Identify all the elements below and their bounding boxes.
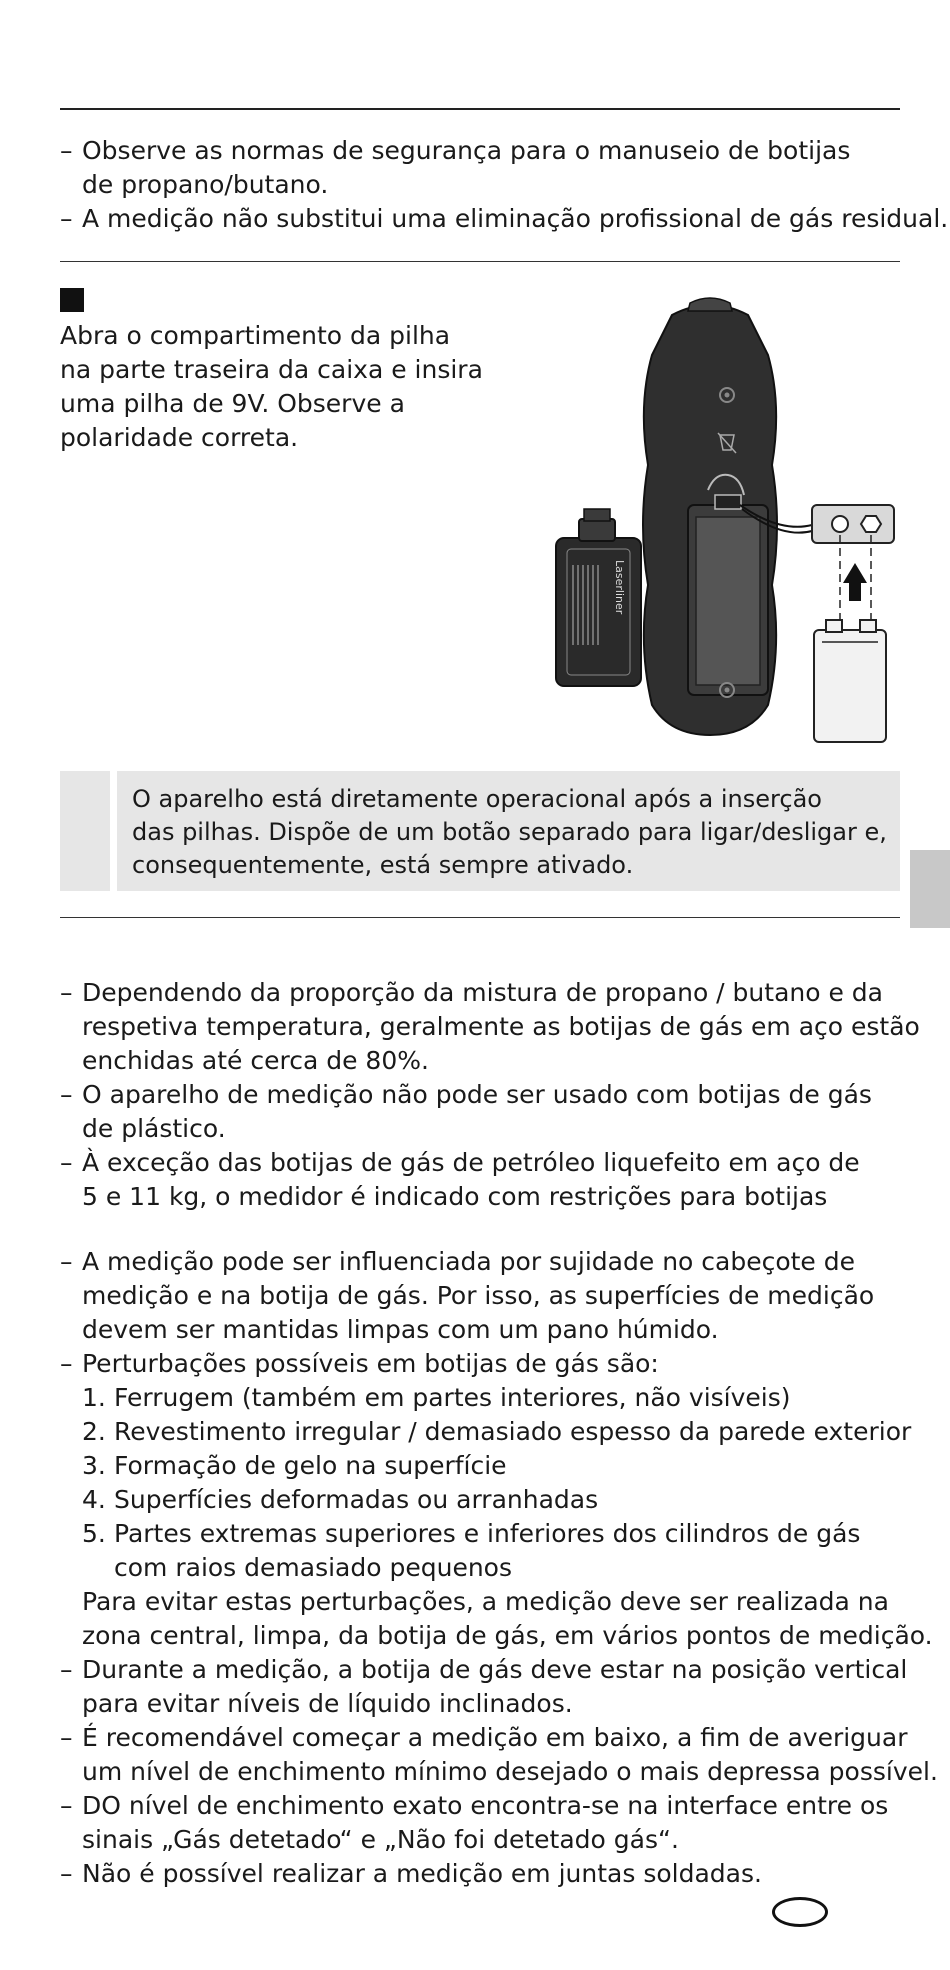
snap-terminal-round [832, 516, 848, 532]
list-item-line: para evitar níveis de líquido inclinados. [82, 1689, 573, 1718]
list-item-line: – A medição pode ser influenciada por sujidade no cabeçote de [82, 1247, 856, 1276]
cover-clip-tab [584, 509, 610, 521]
battery-terminal [860, 620, 876, 632]
note-line: consequentemente, está sempre ativado. [132, 851, 634, 879]
numbered-item-line: Superfícies deformadas ou arranhadas [114, 1485, 599, 1514]
list-item [60, 134, 910, 202]
list-item-line: sinais „Gás detetado“ e „Não foi detetado gás“. [82, 1825, 679, 1854]
paragraph [60, 1585, 933, 1653]
item-number: 1. [82, 1383, 106, 1412]
list-item-line: – O aparelho de medição não pode ser usado com botijas de gás [82, 1080, 872, 1109]
numbered-item [60, 1381, 910, 1415]
disturbances-title: – Perturbações possíveis em botijas de gás são: [82, 1349, 659, 1378]
list-item-line: – Não é possível realizar a medição em juntas soldadas. [82, 1859, 762, 1888]
numbered-item-line: Revestimento irregular / demasiado espesso da parede exterior [114, 1417, 912, 1446]
numbered-item [60, 1449, 910, 1483]
tips-list [60, 976, 920, 1214]
numbered-item [60, 1415, 910, 1449]
list-item [60, 1347, 910, 1381]
instruction-line: na parte traseira da caixa e insira [60, 355, 483, 384]
list-item-line: – DO nível de enchimento exato encontra-se na interface entre os [82, 1791, 889, 1820]
device-screw-top-center [725, 393, 730, 398]
battery-insertion-illustration [550, 295, 905, 745]
numbered-item-line: Ferrugem (também em partes interiores, não visíveis) [114, 1383, 791, 1412]
item-number: 5. [82, 1519, 106, 1548]
list-item-line: 5 e 11 kg, o medidor é indicado com restrições para botijas [82, 1182, 828, 1211]
instruction-line: polaridade correta. [60, 423, 299, 452]
item-number: 4. [82, 1485, 106, 1514]
battery-instructions [60, 319, 483, 455]
section-divider [60, 917, 900, 918]
nine-volt-battery [814, 630, 886, 742]
list-item-line: medição e na botija de gás. Por isso, as superfícies de medição [82, 1281, 875, 1310]
note-marker [60, 771, 110, 891]
cover-brand-label: Laserliner [613, 560, 626, 615]
step-marker [60, 288, 84, 312]
numbered-item [60, 1517, 910, 1585]
section-divider [60, 261, 900, 262]
list-item-line: devem ser mantidas limpas com um pano húmido. [82, 1315, 719, 1344]
list-item-line: – Durante a medição, a botija de gás deve estar na posição vertical [82, 1655, 908, 1684]
paragraph-line: Para evitar estas perturbações, a medição deve ser realizada na [82, 1587, 889, 1616]
list-item-line: um nível de enchimento mínimo desejado o mais depressa possível. [82, 1757, 938, 1786]
insert-arrow-icon [843, 563, 867, 601]
measurement-tips [60, 1245, 938, 1891]
note-line: O aparelho está diretamente operacional após a inserção [132, 785, 822, 813]
list-item-line: – À exceção das botijas de gás de petróleo liquefeito em aço de [82, 1148, 860, 1177]
item-number: 2. [82, 1417, 106, 1446]
list-item [60, 1857, 910, 1891]
list-item-line: – Dependendo da proporção da mistura de propano / butano e da [82, 978, 883, 1007]
list-item [60, 1078, 910, 1146]
battery-in-compartment [696, 517, 760, 685]
battery-snap [715, 495, 741, 509]
snap-terminal-hex [861, 516, 881, 532]
instruction-line: uma pilha de 9V. Observe a [60, 389, 405, 418]
list-item [60, 1146, 910, 1214]
list-item-line: – A medição não substitui uma eliminação profissional de gás residual. [82, 204, 949, 233]
list-item [60, 1789, 910, 1857]
list-item-line: – Observe as normas de segurança para o manuseio de botijas [82, 136, 851, 165]
instruction-line: Abra o compartimento da pilha [60, 321, 451, 350]
side-tab [910, 850, 950, 928]
oval-marker [772, 1897, 828, 1927]
device-screw-bottom-center [725, 688, 730, 693]
cover-clip [579, 519, 615, 541]
list-item [60, 1245, 910, 1347]
numbered-item-line: Partes extremas superiores e inferiores dos cilindros de gás [114, 1519, 861, 1548]
numbered-item [60, 1483, 910, 1517]
note-text [132, 783, 902, 882]
list-item [60, 976, 920, 1078]
note-line: das pilhas. Dispõe de um botão separado para ligar/desligar e, [132, 818, 887, 846]
numbered-item-line: Formação de gelo na superfície [114, 1451, 507, 1480]
list-item-line: enchidas até cerca de 80%. [82, 1046, 429, 1075]
info-note [60, 771, 900, 891]
paragraph-line: zona central, limpa, da botija de gás, em vários pontos de medição. [82, 1621, 933, 1650]
numbered-item-line: com raios demasiado pequenos [114, 1553, 512, 1582]
battery-terminal [826, 620, 842, 632]
list-item-line: respetiva temperatura, geralmente as botijas de gás em aço estão [82, 1012, 920, 1041]
safety-list [60, 134, 949, 236]
device-top-cap [688, 298, 732, 311]
item-number: 3. [82, 1451, 106, 1480]
list-item [60, 1721, 938, 1789]
top-rule [60, 108, 900, 110]
list-item-line: de propano/butano. [82, 170, 329, 199]
list-item [60, 1653, 910, 1721]
list-item [60, 202, 949, 236]
list-item-line: – É recomendável começar a medição em baixo, a fim de averiguar [82, 1723, 908, 1752]
list-item-line: de plástico. [82, 1114, 226, 1143]
